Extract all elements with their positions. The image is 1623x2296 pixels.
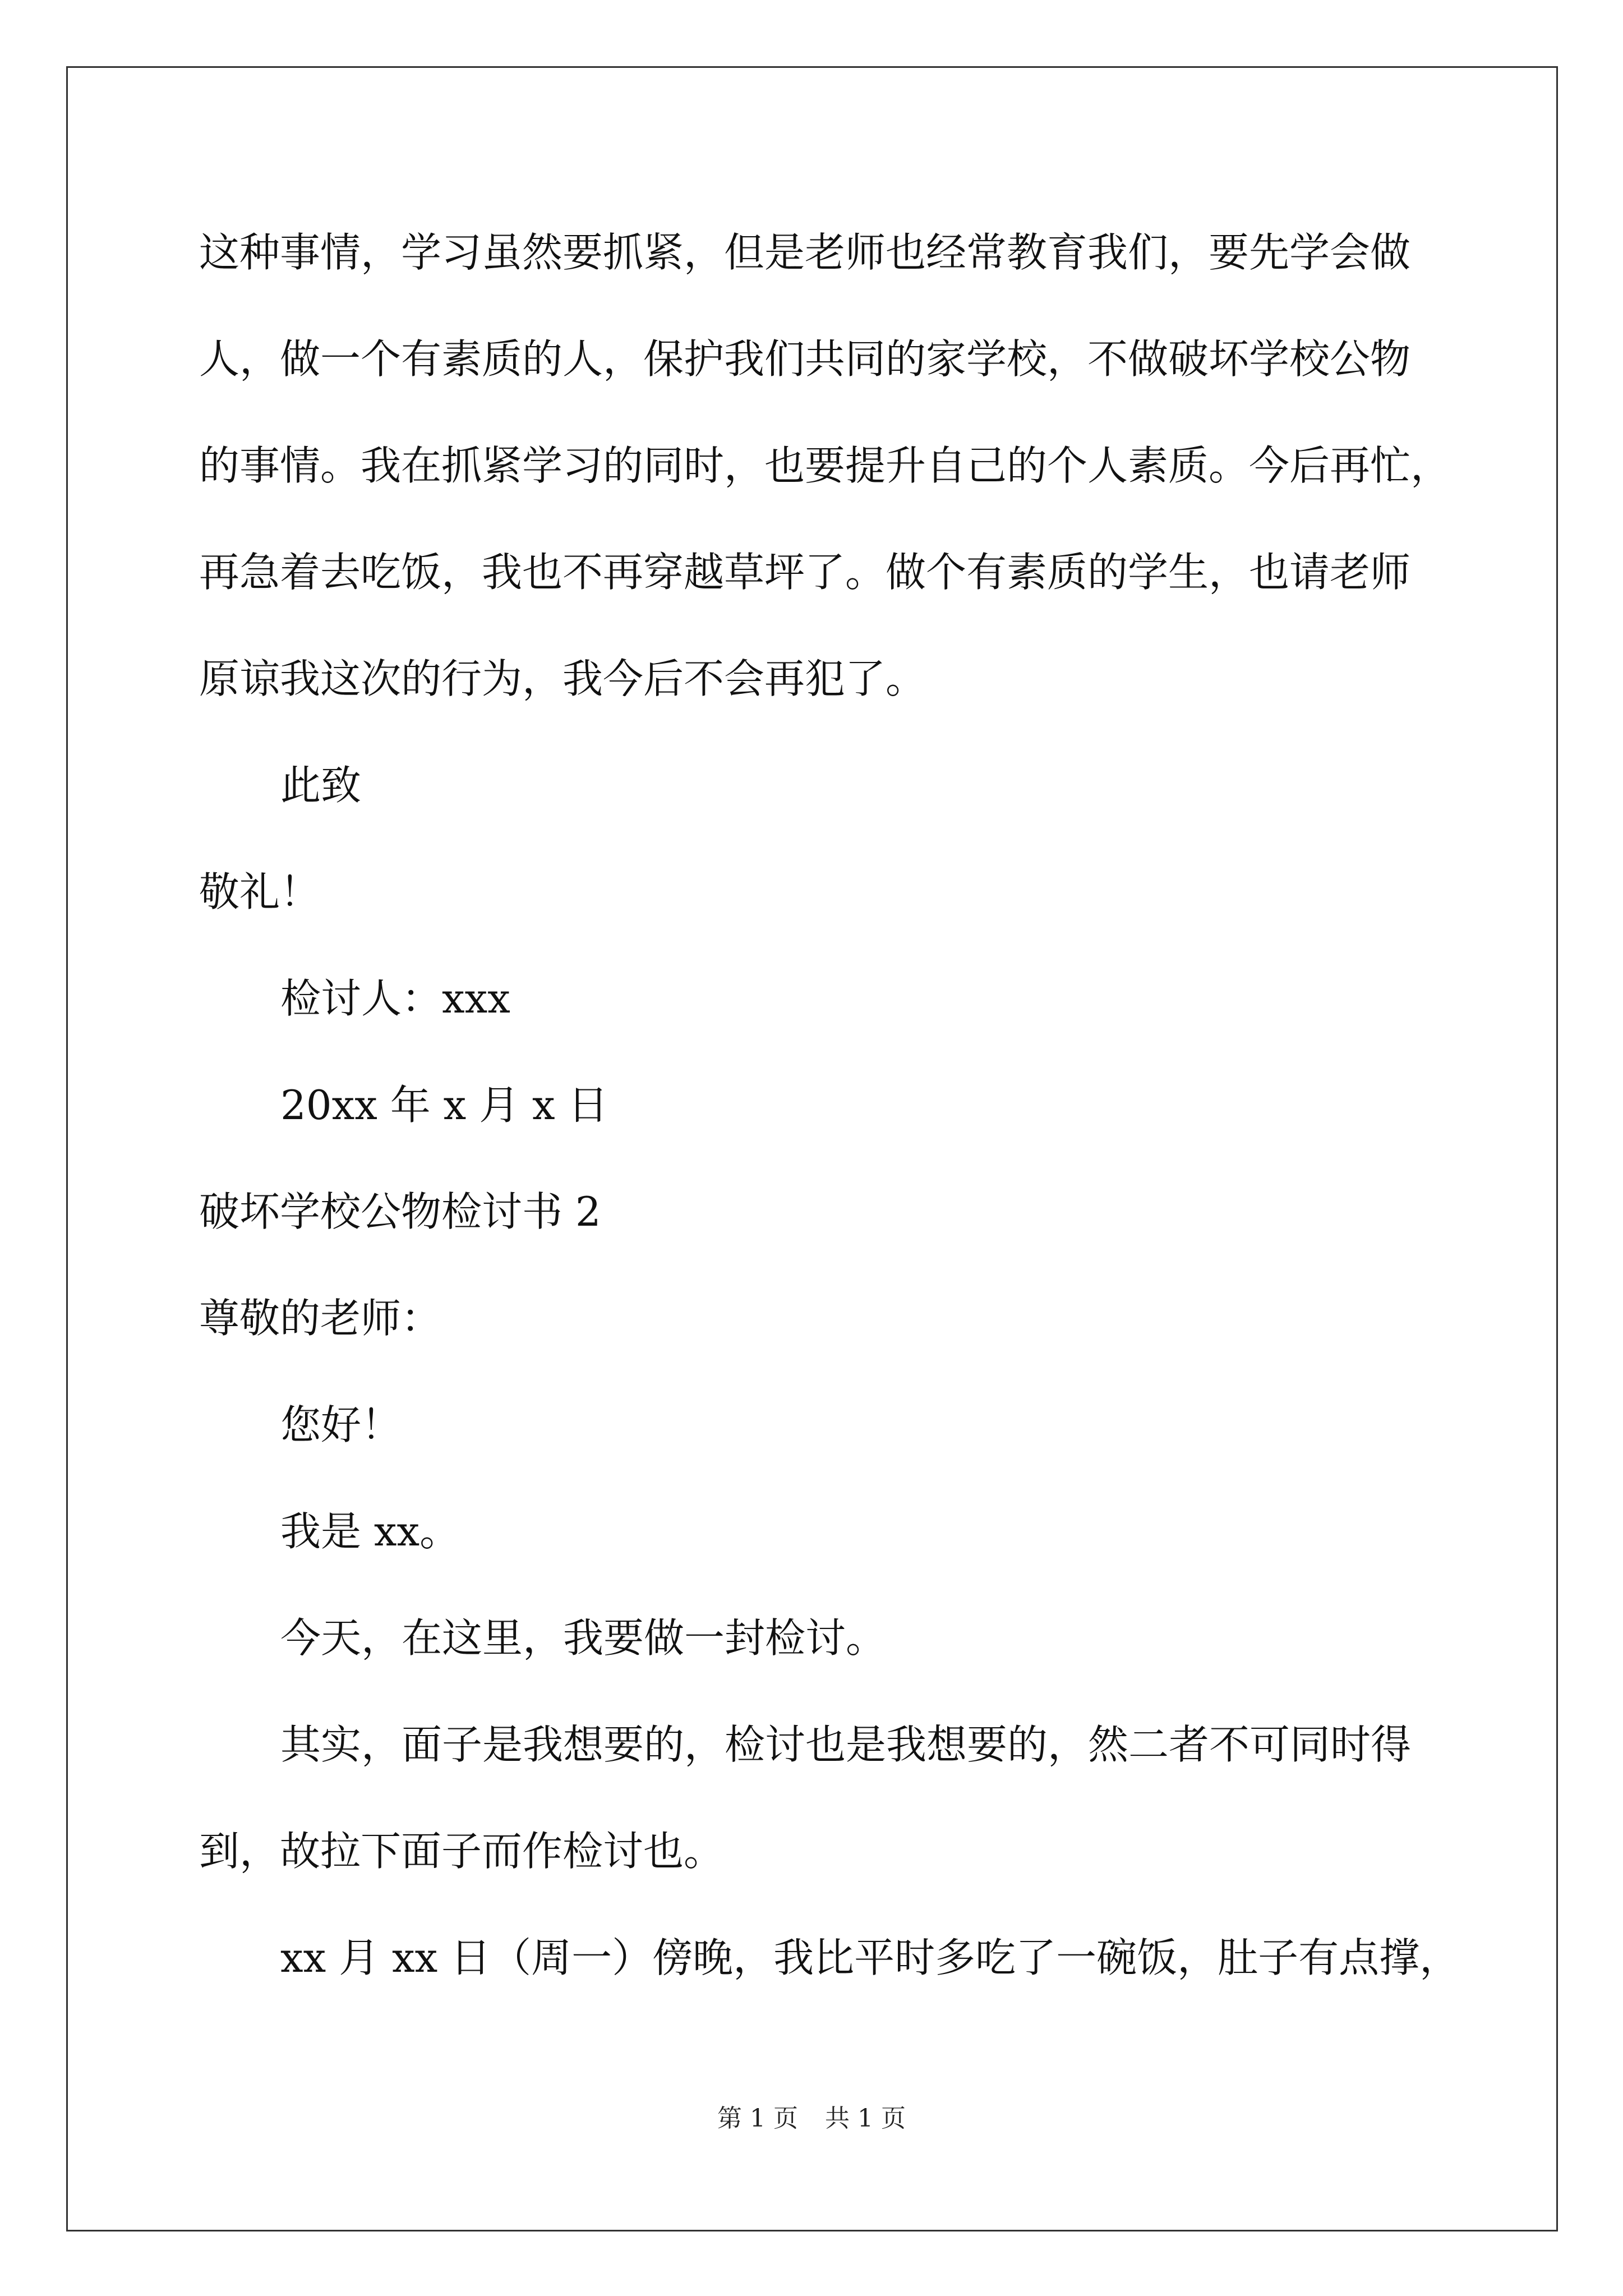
greeting-line: 尊敬的老师： bbox=[199, 1295, 442, 1342]
text-line: 人，做一个有素质的人，保护我们共同的家学校，不做破坏学校公物 bbox=[199, 335, 1411, 383]
text-line: 其实，面子是我想要的，检讨也是我想要的，然二者不可同时得 bbox=[280, 1721, 1412, 1768]
text-line: 今天，在这里，我要做一封检讨。 bbox=[280, 1614, 887, 1662]
closing-regards: 敬礼！ bbox=[199, 868, 321, 915]
page-total: 共 1 页 bbox=[825, 2104, 906, 2133]
text-line: 到，故拉下面子而作检讨也。 bbox=[199, 1828, 725, 1875]
document-body bbox=[199, 210, 1460, 2022]
page-footer bbox=[0, 2098, 1623, 2134]
section-title: 破坏学校公物检讨书 2 bbox=[199, 1188, 601, 1235]
text-line: 您好！ bbox=[280, 1401, 402, 1448]
date-line: 20xx 年 x 月 x 日 bbox=[280, 1082, 608, 1129]
closing-salutation: 此致 bbox=[280, 762, 362, 809]
text-line: 这种事情，学习虽然要抓紧，但是老师也经常教育我们，要先学会做 bbox=[199, 229, 1411, 276]
text-line: 原谅我这次的行为，我今后不会再犯了。 bbox=[199, 655, 926, 702]
text-line: 再急着去吃饭，我也不再穿越草坪了。做个有素质的学生，也请老师 bbox=[199, 549, 1411, 596]
page-number: 第 1 页 bbox=[717, 2104, 798, 2133]
text-line: xx 月 xx 日（周一）傍晚，我比平时多吃了一碗饭，肚子有点撑， bbox=[280, 1934, 1460, 1981]
text-line: 的事情。我在抓紧学习的同时，也要提升自己的个人素质。今后再忙， bbox=[199, 442, 1451, 489]
text-line: 我是 xx。 bbox=[280, 1508, 460, 1555]
signature-line: 检讨人：xxx bbox=[280, 975, 510, 1022]
